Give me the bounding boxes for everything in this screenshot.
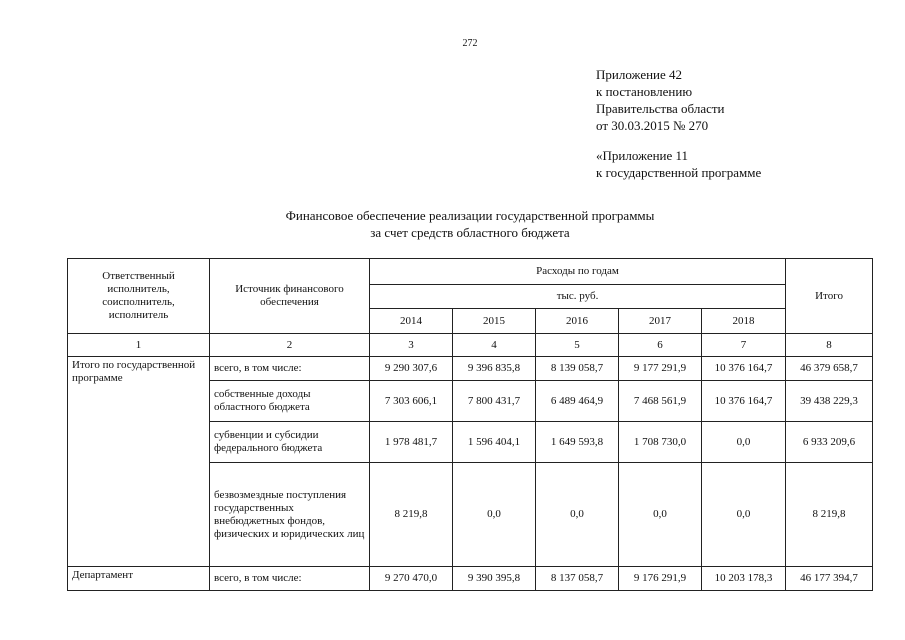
executor-cell: Итого по государственной программе (68, 357, 210, 567)
header-year: 2017 (619, 309, 702, 334)
value-cell: 10 376 164,7 (702, 357, 786, 381)
value-cell: 8 139 058,7 (536, 357, 619, 381)
title-line: Финансовое обеспечение реализации государственной программы (285, 208, 655, 223)
value-cell: 7 303 606,1 (370, 381, 453, 422)
value-cell: 8 219,8 (370, 463, 453, 567)
column-number: 2 (210, 334, 370, 357)
column-number: 6 (619, 334, 702, 357)
value-cell: 1 708 730,0 (619, 422, 702, 463)
column-number: 4 (453, 334, 536, 357)
table-row (68, 357, 873, 381)
total-cell: 46 177 394,7 (786, 567, 873, 591)
value-cell: 9 290 307,6 (370, 357, 453, 381)
column-number: 8 (786, 334, 873, 357)
value-cell: 9 270 470,0 (370, 567, 453, 591)
table-row (68, 567, 873, 591)
value-cell: 0,0 (453, 463, 536, 567)
value-cell: 0,0 (702, 422, 786, 463)
total-cell: 46 379 658,7 (786, 357, 873, 381)
source-cell: всего, в том числе: (210, 567, 370, 591)
title-line: за счет средств областного бюджета (370, 225, 570, 240)
appendix-line: к постановлению (596, 84, 693, 99)
column-number: 7 (702, 334, 786, 357)
value-cell: 7 800 431,7 (453, 381, 536, 422)
value-cell: 1 978 481,7 (370, 422, 453, 463)
value-cell: 1 596 404,1 (453, 422, 536, 463)
total-cell: 39 438 229,3 (786, 381, 873, 422)
header-year: 2014 (370, 309, 453, 334)
header-total: Итого (786, 259, 873, 334)
header-year: 2015 (453, 309, 536, 334)
document-title (200, 207, 740, 241)
header-executor: Ответственный исполнитель, соисполнитель, исполнитель (68, 259, 210, 334)
column-number: 3 (370, 334, 453, 357)
value-cell: 0,0 (702, 463, 786, 567)
executor-cell: Департамент (68, 567, 210, 591)
header-source: Источник финансового обеспечения (210, 259, 370, 334)
column-number: 1 (68, 334, 210, 357)
header-expenses-by-year: Расходы по годам (370, 259, 786, 285)
appendix-quote-line: к государственной программе (596, 165, 762, 180)
value-cell: 0,0 (536, 463, 619, 567)
source-cell: субвенции и субсидии федерального бюджета (210, 422, 370, 463)
value-cell: 1 649 593,8 (536, 422, 619, 463)
value-cell: 9 396 835,8 (453, 357, 536, 381)
value-cell: 6 489 464,9 (536, 381, 619, 422)
header-row (68, 259, 873, 285)
column-number-row (68, 334, 873, 357)
total-cell: 8 219,8 (786, 463, 873, 567)
header-year: 2018 (702, 309, 786, 334)
page-number: 272 (462, 38, 478, 49)
column-number: 5 (536, 334, 619, 357)
value-cell: 10 376 164,7 (702, 381, 786, 422)
appendix-quote-line: «Приложение 11 (596, 148, 689, 163)
source-cell: собственные доходы областного бюджета (210, 381, 370, 422)
value-cell: 10 203 178,3 (702, 567, 786, 591)
value-cell: 7 468 561,9 (619, 381, 702, 422)
value-cell: 9 176 291,9 (619, 567, 702, 591)
value-cell: 0,0 (619, 463, 702, 567)
source-cell: безвозмездные поступления государственных внебюджетных фондов, физических и юридических лиц (210, 463, 370, 567)
value-cell: 8 137 058,7 (536, 567, 619, 591)
value-cell: 9 390 395,8 (453, 567, 536, 591)
appendix-header (596, 66, 896, 181)
financing-table (67, 258, 873, 591)
total-cell: 6 933 209,6 (786, 422, 873, 463)
header-unit: тыс. руб. (370, 285, 786, 309)
value-cell: 9 177 291,9 (619, 357, 702, 381)
appendix-line: от 30.03.2015 № 270 (596, 118, 709, 133)
source-cell: всего, в том числе: (210, 357, 370, 381)
header-year: 2016 (536, 309, 619, 334)
appendix-line: Правительства области (596, 101, 725, 116)
appendix-line: Приложение 42 (596, 67, 683, 82)
